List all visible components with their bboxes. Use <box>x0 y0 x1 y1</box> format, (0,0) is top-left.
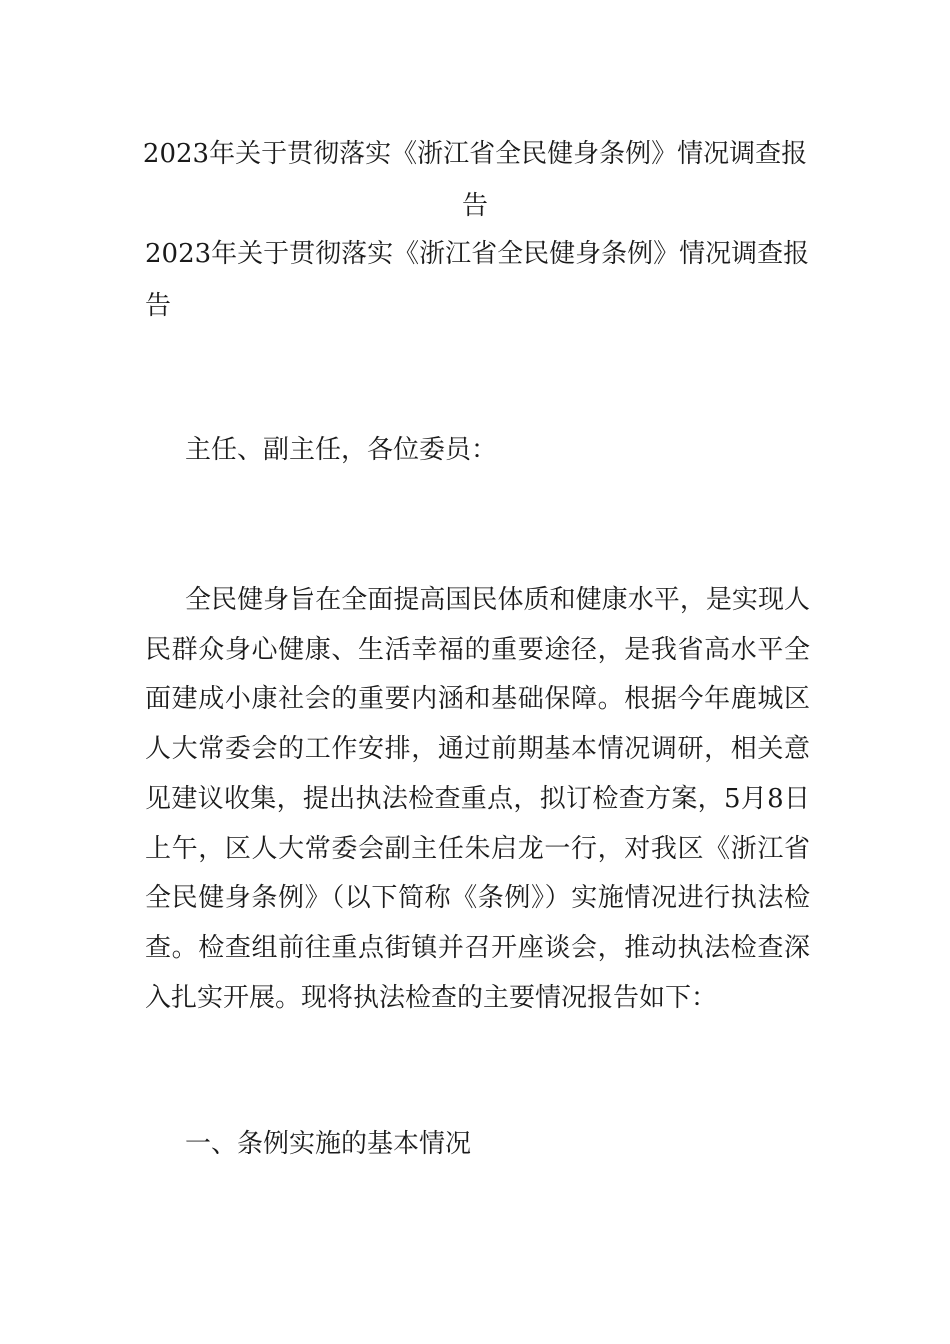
document-title: 2023年关于贯彻落实《浙江省全民健身条例》情况调查报告 <box>142 139 808 221</box>
salutation: 主任、副主任，各位委员： <box>185 435 498 465</box>
section-heading: 一、条例实施的基本情况 <box>185 1129 472 1159</box>
document-title-repeat: 2023年关于贯彻落实《浙江省全民健身条例》情况调查报告 <box>145 239 810 321</box>
body-paragraph: 全民健身旨在全面提高国民体质和健康水平，是实现人民群众身心健康、生活幸福的重要途径，是我省高水平全面建成小康社会的重要内涵和基础保障。根据今年鹿城区人大常委会的工作安排，通过前期基本情况调研，相关意见建议收集，提出执法检查重点，拟订检查方案，5月8日上午，区人大常委会副主任朱启龙一行，对我区《浙江省全民健身条例》（以下简称《条例》）实施情况进行执法检查。检查组前往重点街镇并召开座谈会，推动执法检查深入扎实开展。现将执法检查的主要情况报告如下： <box>145 585 810 1013</box>
